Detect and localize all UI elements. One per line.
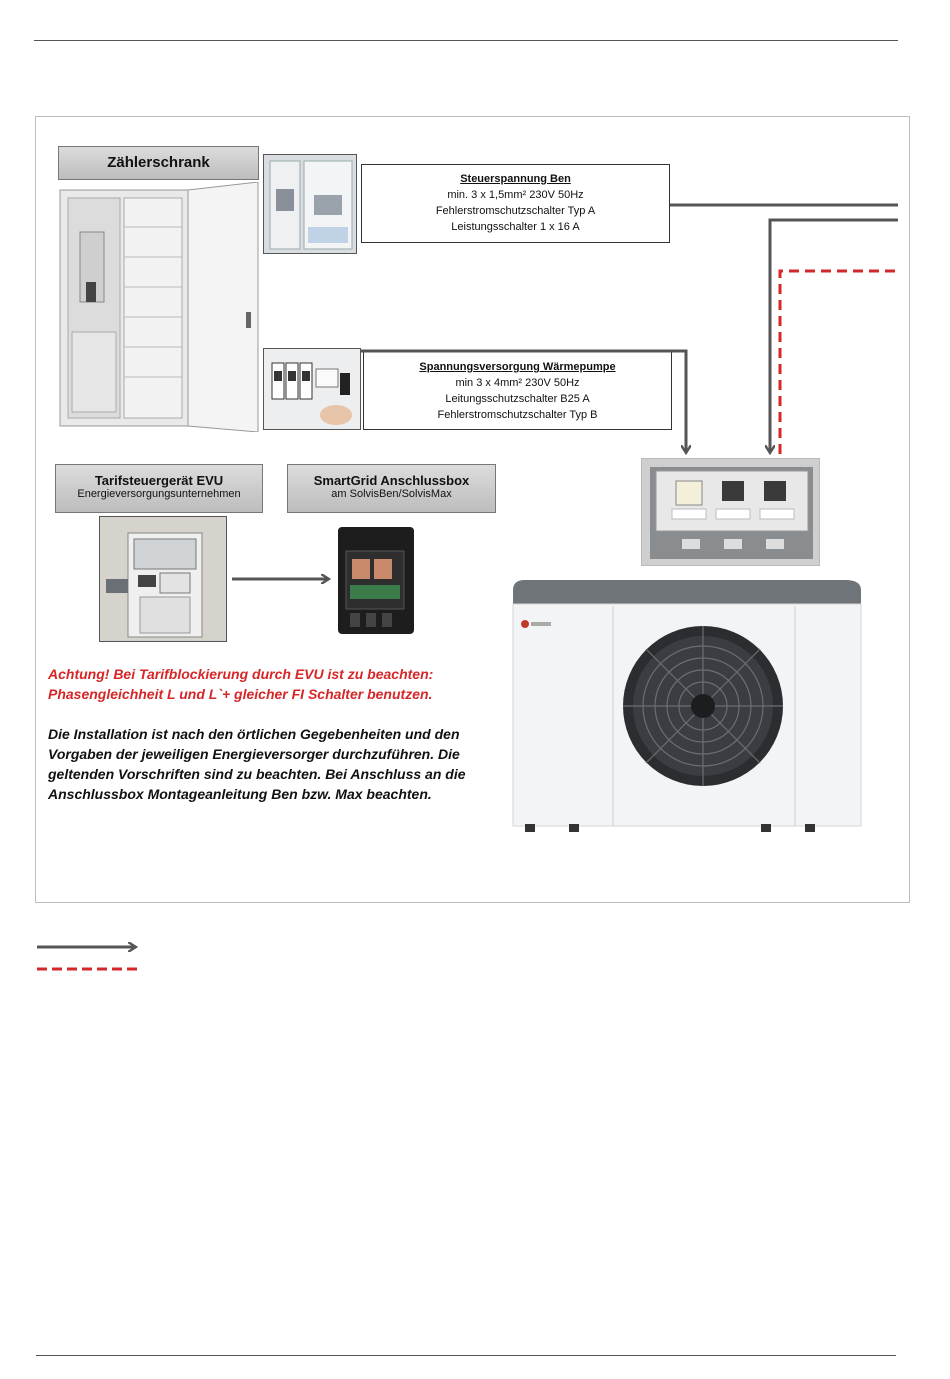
- smartgrid-dashed-wire: [780, 271, 895, 458]
- bottom-rule: [36, 1355, 896, 1356]
- installation-note: Die Installation ist nach den örtlichen Gegebenheiten und den Vorgaben der jeweiligen Energieversorger durchzuführen. Die geltenden Vorschriften sind zu beachten. Bei Anschluss an die Anschlussbox Montageanleitung Ben bzw. Max beachten.: [48, 726, 466, 802]
- power-supply-line: min 3 x 4mm² 230V 50Hz: [455, 377, 580, 389]
- control-voltage-heading: Steuerspannung Ben: [460, 173, 571, 185]
- control-voltage-line: min. 3 x 1,5mm² 230V 50Hz: [447, 189, 584, 201]
- power-wire-to-terminal: [361, 351, 686, 452]
- power-supply-line: Fehlerstromschutzschalter Typ B: [437, 409, 598, 421]
- control-wire-to-terminal: [770, 220, 898, 452]
- warning-text: Achtung! Bei Tarifblockierung durch EVU ist zu beachten: Phasengleichheit L und L`+ gleicher FI Schalter benutzen.: [48, 666, 434, 702]
- control-voltage-line: Leistungsschalter 1 x 16 A: [451, 221, 580, 233]
- power-supply-heading: Spannungsversorgung Wärmepumpe: [419, 361, 616, 373]
- power-supply-line: Leitungsschutzschalter B25 A: [445, 393, 590, 405]
- control-voltage-line: Fehlerstromschutzschalter Typ A: [435, 205, 596, 217]
- tariff-device-title: Tarifsteuergerät EVU Energieversorgungsunternehmen: [55, 464, 263, 513]
- meter-cabinet-title: Zählerschrank: [58, 146, 259, 180]
- smartgrid-box-title: SmartGrid Anschlussbox am SolvisBen/SolvisMax: [287, 464, 496, 513]
